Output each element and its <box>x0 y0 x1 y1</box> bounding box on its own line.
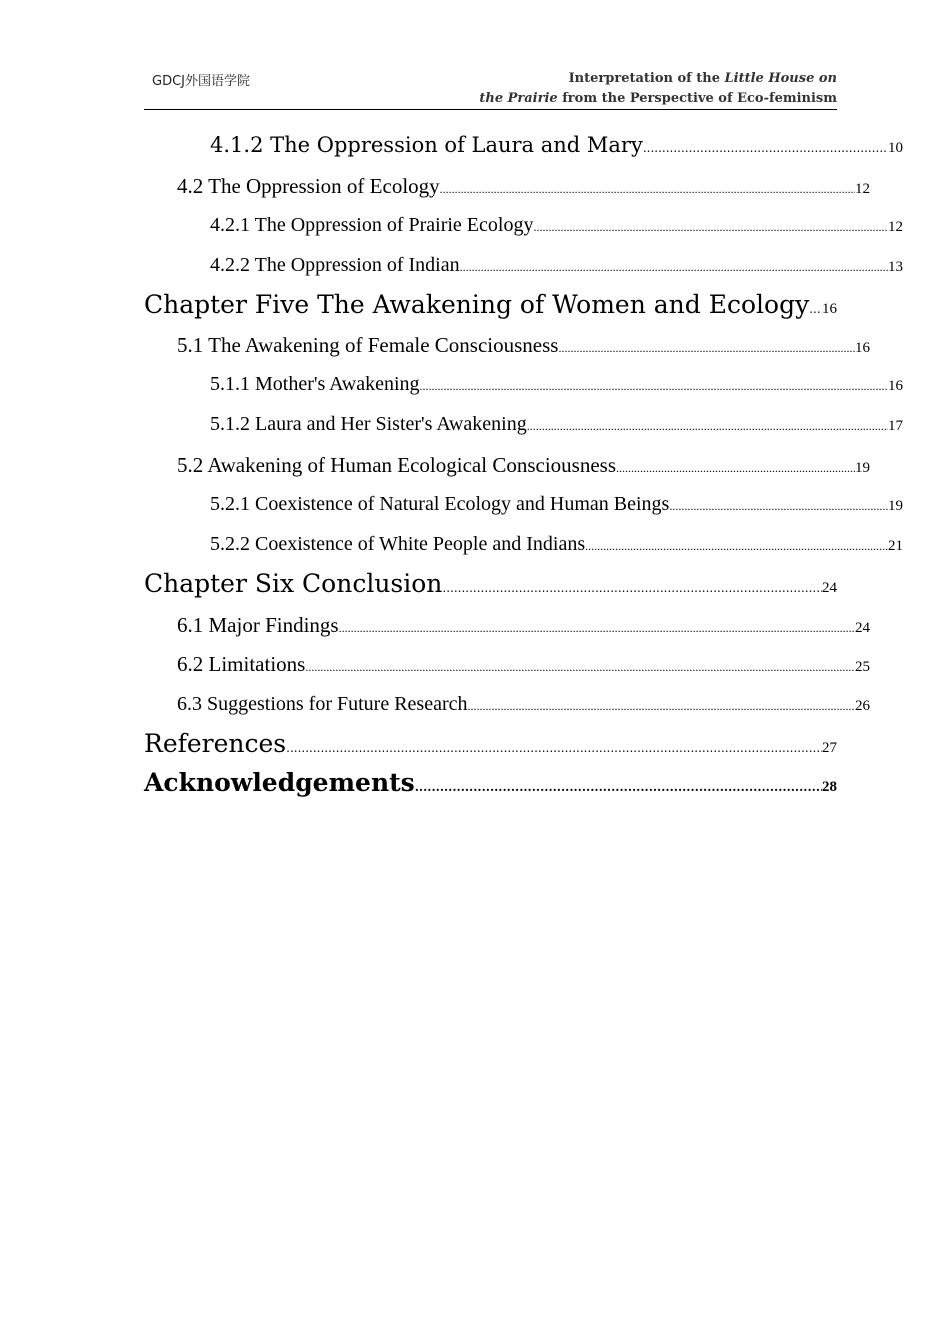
toc-entry-page: 10 <box>888 140 903 156</box>
header-title-line1-a: Interpretation of the <box>568 71 725 86</box>
header-thesis-title <box>479 69 837 109</box>
toc-entry-title: Chapter Six Conclusion <box>144 569 443 598</box>
toc-entry-5-2-2[interactable] <box>144 533 903 556</box>
toc-entry-page: 28 <box>822 779 837 795</box>
toc-entry-page: 16 <box>888 378 903 394</box>
toc-dot-leader <box>415 780 822 794</box>
toc-dot-leader <box>420 379 888 394</box>
toc-entry-page: 27 <box>822 740 837 756</box>
toc-entry-4-2[interactable] <box>144 174 870 199</box>
toc-entry-5-2-1[interactable] <box>144 493 903 516</box>
toc-dot-leader <box>809 302 822 316</box>
toc-entry-page: 13 <box>888 259 903 275</box>
toc-entry-page: 12 <box>888 219 903 235</box>
header-institution: GDCJ外国语学院 <box>152 74 250 89</box>
toc-entry-title: 6.1 Major Findings <box>177 613 339 637</box>
toc-entry-page: 16 <box>822 301 837 317</box>
toc-entry-title: 5.1.1 Mother's Awakening <box>210 373 420 395</box>
toc-entry-title: Acknowledgements <box>144 768 415 797</box>
toc-dot-leader <box>286 741 822 755</box>
toc-entry-title: 4.1.2 The Oppression of Laura and Mary <box>210 133 643 157</box>
toc-dot-leader <box>643 141 888 155</box>
toc-entry-page: 17 <box>888 418 903 434</box>
toc-entry-title: 6.2 Limitations <box>177 652 306 676</box>
toc-entry-references[interactable] <box>144 729 837 758</box>
toc-entry-page: 25 <box>855 659 870 675</box>
toc-entry-page: 21 <box>888 538 903 554</box>
toc-dot-leader <box>616 461 855 476</box>
toc-entry-title: Chapter Five The Awakening of Women and Ecology <box>144 290 810 319</box>
toc-entry-chapter-six[interactable] <box>144 569 837 598</box>
toc-entry-title: 4.2 The Oppression of Ecology <box>177 174 440 198</box>
toc-entry-title: 6.3 Suggestions for Future Research <box>177 693 468 715</box>
header-title-line2-b: from the Perspective of Eco-feminism <box>557 91 837 106</box>
toc-entry-6-2[interactable] <box>144 652 870 677</box>
toc-entry-5-1[interactable] <box>144 333 870 358</box>
toc-entry-page: 16 <box>855 340 870 356</box>
toc-dot-leader <box>339 621 855 636</box>
toc-entry-title: 5.2.2 Coexistence of White People and Indians <box>210 533 586 555</box>
toc-entry-title: 4.2.1 The Oppression of Prairie Ecology <box>210 214 534 236</box>
toc-entry-acknowledgements[interactable] <box>144 768 837 797</box>
toc-entry-title: References <box>144 729 287 758</box>
toc-entry-title: 5.2.1 Coexistence of Natural Ecology and Human Beings <box>210 493 670 515</box>
toc-entry-4-1-2[interactable] <box>144 133 903 157</box>
toc-dot-leader <box>305 660 855 675</box>
toc-entry-6-1[interactable] <box>144 613 870 638</box>
toc-entry-page: 19 <box>888 498 903 514</box>
toc-entry-chapter-five[interactable] <box>144 290 837 319</box>
toc-dot-leader <box>460 260 888 275</box>
toc-entry-5-1-2[interactable] <box>144 413 903 436</box>
toc-entry-page: 24 <box>822 580 837 596</box>
toc-entry-title: 4.2.2 The Oppression of Indian <box>210 254 460 276</box>
toc-entry-5-1-1[interactable] <box>144 373 903 396</box>
toc-dot-leader <box>468 699 855 714</box>
toc-dot-leader <box>440 182 855 197</box>
toc-entry-page: 19 <box>855 460 870 476</box>
toc-entry-page: 12 <box>855 181 870 197</box>
toc-entry-title: 5.2 Awakening of Human Ecological Consciousness <box>177 453 617 477</box>
toc-dot-leader <box>442 581 822 595</box>
toc-entry-6-3[interactable] <box>144 693 870 716</box>
toc-entry-title: 5.1.2 Laura and Her Sister's Awakening <box>210 413 527 435</box>
toc-dot-leader <box>669 499 888 514</box>
toc-entry-page: 24 <box>855 620 870 636</box>
toc-dot-leader <box>585 539 888 554</box>
toc-entry-4-2-1[interactable] <box>144 214 903 237</box>
toc-dot-leader <box>533 220 888 235</box>
header-title-line1-b: Little House on <box>724 71 837 86</box>
toc-entry-5-2[interactable] <box>144 453 870 478</box>
page-header <box>144 66 837 110</box>
header-title-line2-a: the Prairie <box>479 91 558 106</box>
toc-entry-page: 26 <box>855 698 870 714</box>
toc-dot-leader <box>558 341 855 356</box>
toc-entry-4-2-2[interactable] <box>144 254 903 277</box>
toc-entry-title: 5.1 The Awakening of Female Consciousness <box>177 333 559 357</box>
toc-dot-leader <box>527 419 888 434</box>
